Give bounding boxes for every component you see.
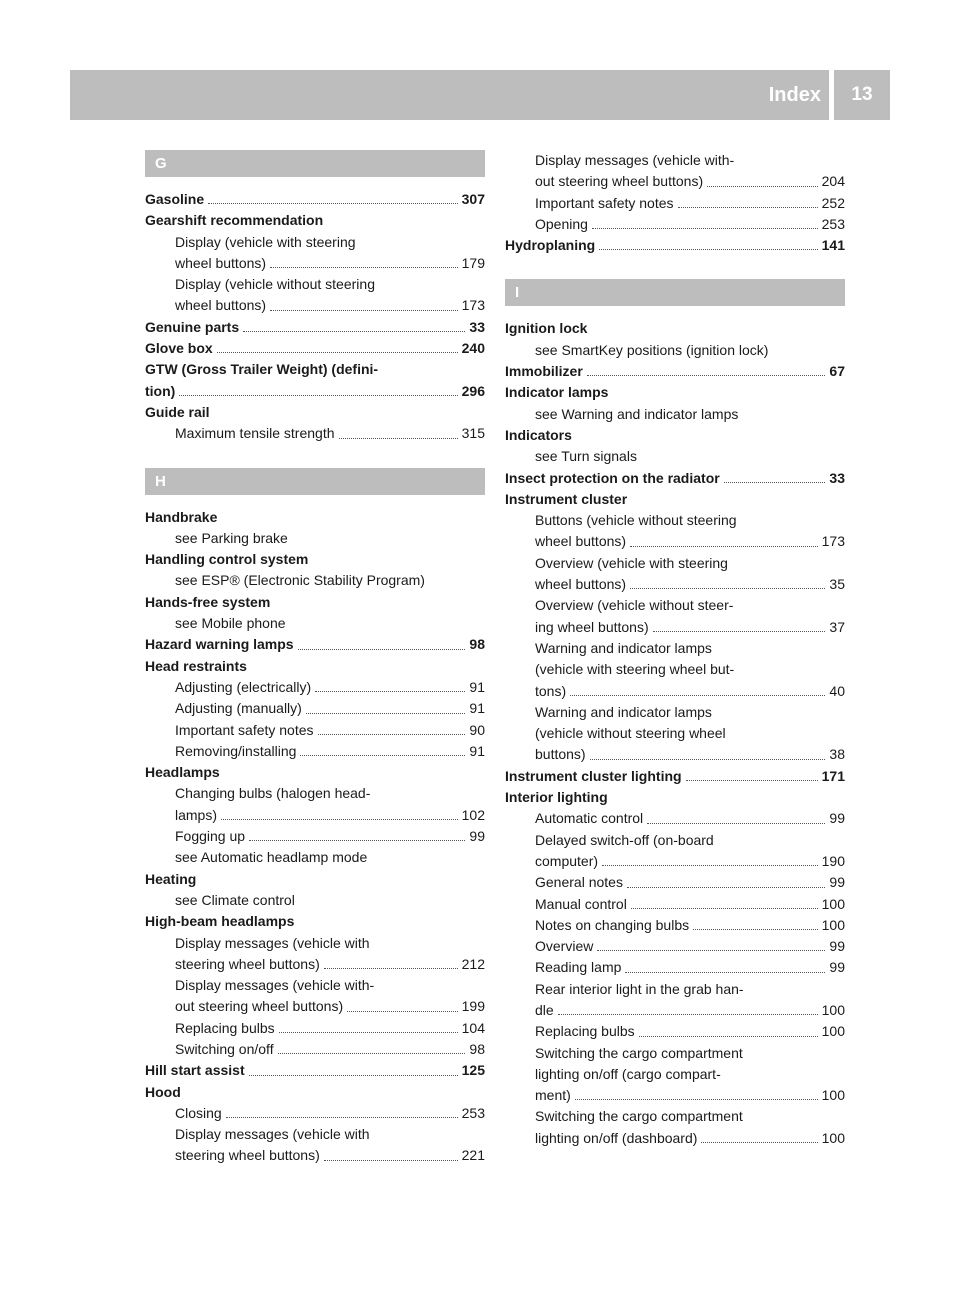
index-subentry (145, 613, 485, 634)
entry-text: Hydroplaning (505, 237, 596, 254)
index-subentry (145, 677, 485, 698)
index-entry (505, 766, 845, 787)
page-reference: 91 (469, 742, 485, 759)
index-subentry (145, 996, 485, 1017)
index-entry (145, 189, 485, 210)
section-spacer (505, 256, 845, 279)
entry-text: Automatic control (535, 810, 644, 827)
dot-leader (324, 968, 458, 969)
entry-text: Reading lamp (535, 959, 622, 976)
entry-text: see Warning and indicator lamps (535, 405, 739, 422)
entry-text: Indicators (505, 426, 572, 443)
index-subentry (145, 1018, 485, 1039)
page-reference: 253 (821, 215, 845, 232)
index-subentry (145, 805, 485, 826)
dot-leader (347, 1011, 458, 1012)
page-reference: 99 (829, 810, 845, 827)
page-reference: 307 (461, 191, 485, 207)
entry-text: Closing (175, 1104, 222, 1121)
page-reference: 33 (469, 318, 485, 335)
dot-leader (630, 588, 825, 589)
entry-text: High-beam headlamps (145, 913, 295, 930)
dot-leader (315, 691, 465, 692)
index-subentry (505, 1064, 845, 1085)
page-reference: 199 (461, 998, 485, 1015)
entry-text: tion) (145, 382, 176, 399)
dot-leader (631, 908, 818, 909)
index-letter-header: I (505, 279, 845, 306)
index-column-right (505, 150, 845, 1149)
entry-text: lighting on/off (dashboard) (535, 1129, 698, 1146)
entry-text: Immobilizer (505, 363, 583, 380)
dot-leader (298, 649, 466, 650)
index-subentry (145, 1103, 485, 1124)
entry-text: Adjusting (manually) (175, 700, 302, 717)
index-entry (505, 468, 845, 489)
entry-text: Overview (vehicle without steer- (535, 597, 734, 614)
page-number: 13 (834, 70, 890, 120)
index-subentry (145, 826, 485, 847)
index-entry (505, 235, 845, 256)
index-subentry (145, 741, 485, 762)
index-subentry (505, 936, 845, 957)
entry-text: Hazard warning lamps (145, 636, 294, 653)
index-subentry (505, 808, 845, 829)
page-reference: 204 (821, 173, 845, 190)
dot-leader (693, 929, 818, 930)
index-subentry (505, 957, 845, 978)
page-reference: 37 (829, 618, 845, 635)
index-subentry (505, 574, 845, 595)
index-entry (145, 507, 485, 528)
dot-leader (270, 267, 458, 268)
page-reference: 38 (829, 746, 845, 763)
index-entry (145, 634, 485, 655)
dot-leader (249, 840, 465, 841)
section-title: Index (768, 83, 821, 106)
entry-text: Hill start assist (145, 1062, 245, 1079)
index-subentry (145, 1145, 485, 1166)
dot-leader (249, 1075, 458, 1076)
dot-leader (627, 887, 825, 888)
entry-text: wheel buttons) (175, 254, 267, 271)
dot-leader (678, 207, 818, 208)
entry-text: Warning and indicator lamps (535, 639, 712, 656)
dot-leader (570, 695, 825, 696)
index-subentry (145, 423, 485, 444)
page-reference: 33 (829, 469, 845, 486)
entry-text: dle (535, 1001, 554, 1018)
index-subentry (145, 933, 485, 954)
page-reference: 91 (469, 700, 485, 717)
index-entry (145, 762, 485, 783)
index-subentry (145, 698, 485, 719)
dot-leader (625, 972, 825, 973)
entry-text: General notes (535, 874, 623, 891)
index-subentry (145, 253, 485, 274)
entry-text: Switching on/off (175, 1040, 274, 1057)
page-reference: 98 (469, 1040, 485, 1057)
entry-text: Glove box (145, 340, 213, 357)
page-reference: 141 (821, 237, 845, 254)
index-subentry (145, 954, 485, 975)
entry-text: Buttons (vehicle without steering (535, 512, 737, 529)
index-subentry (505, 830, 845, 851)
page-reference: 99 (469, 828, 485, 845)
page-reference: 253 (461, 1104, 485, 1121)
page-reference: 125 (461, 1062, 485, 1079)
entry-text: Switching the cargo compartment (535, 1108, 743, 1125)
page-reference: 99 (829, 938, 845, 955)
index-entry (145, 549, 485, 570)
dot-leader (324, 1160, 458, 1161)
dot-leader (647, 823, 825, 824)
entry-text: wheel buttons) (535, 533, 627, 550)
entry-text: Display (vehicle without steering (175, 276, 375, 293)
entry-text: see Parking brake (175, 529, 288, 546)
page-reference: 315 (461, 425, 485, 442)
index-subentry (145, 528, 485, 549)
section-spacer (145, 445, 485, 468)
entry-text: Maximum tensile strength (175, 425, 335, 442)
entry-text: Hands-free system (145, 593, 271, 610)
index-entry (145, 592, 485, 613)
page-reference: 99 (829, 959, 845, 976)
index-entry (145, 381, 485, 402)
page-reference: 104 (461, 1019, 485, 1036)
entry-text: Insect protection on the radiator (505, 469, 720, 486)
index-entry (505, 361, 845, 382)
page-reference: 240 (461, 340, 485, 357)
index-subentry (505, 553, 845, 574)
index-subentry (505, 617, 845, 638)
index-letter-header: H (145, 468, 485, 495)
page-reference: 100 (821, 1023, 845, 1040)
page-reference: 91 (469, 678, 485, 695)
entry-text: Gasoline (145, 191, 205, 207)
index-subentry (505, 1128, 845, 1149)
dot-leader (279, 1032, 458, 1033)
index-subentry (505, 1043, 845, 1064)
dot-leader (318, 734, 466, 735)
entry-text: Gearshift recommendation (145, 212, 324, 229)
entry-text: Display (vehicle with steering (175, 233, 356, 250)
entry-text: (vehicle with steering wheel but- (535, 661, 735, 678)
index-subentry (505, 1000, 845, 1021)
entry-text: lighting on/off (cargo compart- (535, 1065, 721, 1082)
index-subentry (505, 150, 845, 171)
page-reference: 296 (461, 382, 485, 399)
entry-text: Ignition lock (505, 320, 588, 337)
page-reference: 100 (821, 916, 845, 933)
page-reference: 179 (461, 254, 485, 271)
index-subentry (505, 1085, 845, 1106)
index-subentry (505, 894, 845, 915)
index-entry (145, 317, 485, 338)
entry-text: Instrument cluster lighting (505, 767, 682, 784)
index-subentry (145, 1124, 485, 1145)
page-reference: 99 (829, 874, 845, 891)
dot-leader (306, 713, 466, 714)
entry-text: tons) (535, 682, 567, 699)
dot-leader (278, 1053, 466, 1054)
entry-text: Display messages (vehicle with (175, 934, 370, 951)
index-subentry (145, 847, 485, 868)
index-subentry (505, 744, 845, 765)
entry-text: Overview (535, 938, 594, 955)
page-reference: 90 (469, 721, 485, 738)
entry-text: Delayed switch-off (on-board (535, 831, 714, 848)
entry-text: Replacing bulbs (175, 1019, 275, 1036)
index-subentry (505, 193, 845, 214)
entry-text: Overview (vehicle with steering (535, 554, 728, 571)
entry-text: out steering wheel buttons) (175, 998, 344, 1015)
page-reference: 100 (821, 1001, 845, 1018)
entry-text: Switching the cargo compartment (535, 1044, 743, 1061)
index-subentry (505, 723, 845, 744)
entry-text: buttons) (535, 746, 586, 763)
dot-leader (686, 780, 818, 781)
index-subentry (505, 404, 845, 425)
entry-text: Instrument cluster (505, 490, 628, 507)
dot-leader (597, 950, 825, 951)
index-subentry (505, 979, 845, 1000)
index-entry (505, 787, 845, 808)
index-subentry (505, 702, 845, 723)
entry-text: Important safety notes (535, 194, 674, 211)
page-reference: 173 (461, 297, 485, 314)
entry-text: Display messages (vehicle with- (175, 977, 375, 994)
entry-text: Guide rail (145, 403, 210, 420)
entry-text: Important safety notes (175, 721, 314, 738)
dot-leader (300, 755, 465, 756)
index-subentry (505, 446, 845, 467)
index-subentry (145, 720, 485, 741)
page-reference: 98 (469, 636, 485, 653)
dot-leader (701, 1142, 817, 1143)
entry-text: out steering wheel buttons) (535, 173, 704, 190)
page-reference: 100 (821, 895, 845, 912)
entry-text: see ESP® (Electronic Stability Program) (175, 572, 425, 589)
index-subentry (145, 232, 485, 253)
entry-text: Fogging up (175, 828, 246, 845)
entry-text: Hood (145, 1083, 181, 1100)
index-entry (145, 359, 485, 380)
dot-leader (221, 819, 458, 820)
index-subentry (505, 638, 845, 659)
index-subentry (505, 851, 845, 872)
entry-text: Rear interior light in the grab han- (535, 980, 744, 997)
entry-text: Notes on changing bulbs (535, 916, 690, 933)
index-subentry (505, 214, 845, 235)
index-subentry (505, 872, 845, 893)
index-subentry (505, 171, 845, 192)
index-entry (145, 338, 485, 359)
index-entry (145, 402, 485, 423)
index-subentry (505, 681, 845, 702)
dot-leader (575, 1099, 818, 1100)
entry-text: Removing/installing (175, 742, 297, 759)
index-subentry (505, 510, 845, 531)
entry-text: computer) (535, 852, 599, 869)
page-reference: 100 (821, 1087, 845, 1104)
index-entry (145, 1082, 485, 1103)
page-reference: 190 (821, 852, 845, 869)
dot-leader (217, 352, 458, 353)
index-subentry (505, 659, 845, 680)
entry-text: see Climate control (175, 891, 295, 908)
index-subentry (145, 975, 485, 996)
entry-text: Interior lighting (505, 789, 608, 806)
index-entry (505, 318, 845, 339)
index-entry (145, 911, 485, 932)
dot-leader (558, 1014, 818, 1015)
index-subentry (505, 595, 845, 616)
entry-text: Headlamps (145, 764, 220, 781)
entry-text: Head restraints (145, 657, 247, 674)
index-entry (145, 1060, 485, 1081)
entry-text: steering wheel buttons) (175, 1147, 320, 1164)
page-reference: 252 (821, 194, 845, 211)
index-column-left (145, 150, 485, 1167)
page-reference: 212 (461, 955, 485, 972)
entry-text: GTW (Gross Trailer Weight) (defini- (145, 361, 379, 378)
index-letter-header: G (145, 150, 485, 177)
entry-text: Handling control system (145, 551, 309, 568)
index-subentry (505, 1106, 845, 1127)
entry-text: wheel buttons) (535, 576, 627, 593)
entry-text: Warning and indicator lamps (535, 703, 712, 720)
index-subentry (145, 570, 485, 591)
index-subentry (505, 531, 845, 552)
entry-text: Handbrake (145, 508, 218, 525)
page-reference: 173 (821, 533, 845, 550)
dot-leader (639, 1036, 818, 1037)
entry-text: ment) (535, 1087, 571, 1104)
entry-text: wheel buttons) (175, 297, 267, 314)
entry-text: Changing bulbs (halogen head- (175, 785, 371, 802)
dot-leader (587, 375, 826, 376)
dot-leader (602, 865, 818, 866)
entry-text: Display messages (vehicle with (175, 1126, 370, 1143)
index-entry (145, 656, 485, 677)
index-subentry (505, 915, 845, 936)
entry-text: steering wheel buttons) (175, 955, 320, 972)
entry-text: Opening (535, 215, 588, 232)
dot-leader (270, 310, 458, 311)
page-reference: 102 (461, 806, 485, 823)
dot-leader (724, 482, 826, 483)
entry-text: see Mobile phone (175, 615, 286, 632)
entry-text: Replacing bulbs (535, 1023, 635, 1040)
index-entry (505, 425, 845, 446)
entry-text: see Automatic headlamp mode (175, 849, 368, 866)
entry-text: Adjusting (electrically) (175, 678, 312, 695)
entry-text: Heating (145, 870, 197, 887)
dot-leader (630, 546, 818, 547)
index-entry (505, 489, 845, 510)
dot-leader (599, 249, 817, 250)
dot-leader (592, 228, 818, 229)
page-reference: 221 (461, 1147, 485, 1164)
index-subentry (145, 783, 485, 804)
entry-text: see Turn signals (535, 448, 637, 465)
entry-text: Display messages (vehicle with- (535, 152, 735, 168)
index-entry (145, 210, 485, 231)
index-entry (505, 382, 845, 403)
dot-leader (243, 331, 465, 332)
dot-leader (339, 438, 458, 439)
page-reference: 67 (829, 363, 845, 380)
index-entry (145, 869, 485, 890)
page-reference: 100 (821, 1129, 845, 1146)
entry-text: Genuine parts (145, 318, 240, 335)
page-reference: 171 (821, 767, 845, 784)
index-subentry (145, 274, 485, 295)
index-subentry (145, 1039, 485, 1060)
page-reference: 40 (829, 682, 845, 699)
dot-leader (226, 1117, 458, 1118)
entry-text: Indicator lamps (505, 384, 609, 401)
dot-leader (590, 759, 826, 760)
entry-text: ing wheel buttons) (535, 618, 649, 635)
entry-text: see SmartKey positions (ignition lock) (535, 341, 769, 358)
dot-leader (179, 395, 457, 396)
index-subentry (145, 890, 485, 911)
dot-leader (208, 203, 458, 204)
entry-text: Manual control (535, 895, 627, 912)
dot-leader (653, 631, 826, 632)
page-reference: 35 (829, 576, 845, 593)
entry-text: (vehicle without steering wheel (535, 725, 726, 742)
dot-leader (707, 186, 818, 187)
index-subentry (145, 295, 485, 316)
entry-text: lamps) (175, 806, 218, 823)
index-subentry (505, 340, 845, 361)
index-subentry (505, 1021, 845, 1042)
